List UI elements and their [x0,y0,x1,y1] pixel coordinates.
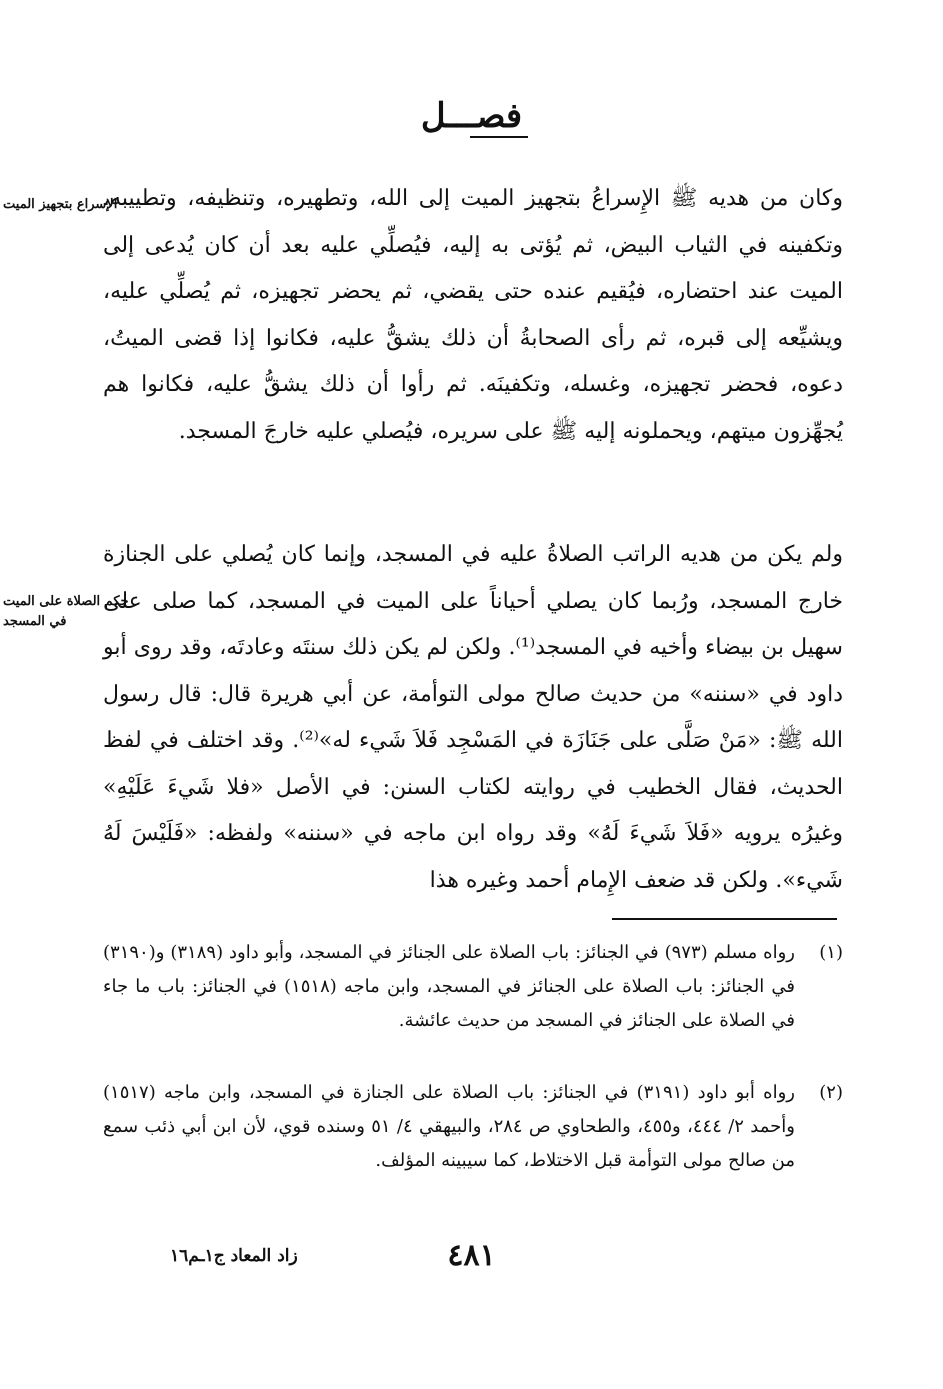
footnote-text: رواه مسلم (٩٧٣) في الجنائز: باب الصلاة على الجنائز في المسجد، وأبو داود (٣١٨٩) و(٣١٩٠) في الجنائز: باب الصلاة على الجنائز في المسجد، وابن ماجه (١٥١٨) في الجنائز: باب ما جاء في الصلاة على الجنائز في المسجد من حديث عائشة. [103,942,796,1031]
page-number: ٤٨١ [447,1238,496,1273]
footnote-2 [103,1076,843,1178]
footnote-number: (٢) [819,1082,843,1103]
footnote-number: (١) [819,942,843,963]
footnote-1 [103,936,843,1038]
running-footer: زاد المعاد ج١ـم١٦ [170,1246,298,1266]
title-underline [470,136,528,138]
footnote-text: رواه أبو داود (٣١٩١) في الجنائز: باب الصلاة على الجنازة في المسجد، وابن ماجه (١٥١٧) وأحمد ٢/ ٤٤٤، و٤٥٥، والطحاوي ص ٢٨٤، والبيهقي ٤/ ٥١ وسنده قوي، لأن ابن أبي ذئب سمع من صالح مولى التوأمة قبل الاختلاط، كما سيبينه المؤلف. [103,1082,795,1171]
margin-note-hasten-burial: الإسراع بتجهيز الميت [3,197,118,212]
paragraph-2: ولم يكن من هديه الراتب الصلاةُ عليه في المسجد، وإنما كان يُصلي على الجنازة خارج المسجد، ورُبما كان يصلي أحياناً على الميت في المسجد، كما صلى على سهيل بن بيضاء وأخيه في المسجد⁽¹⁾. ولكن لم يكن ذلك سنتَه وعادتَه، وقد روى أبو داود في «سننه» من حديث صالح مولى التوأمة، عن أبي هريرة قال: قال رسول الله ﷺ: «مَنْ صَلَّى على جَنَازَة في المَسْجِد فَلاَ شَيء له»⁽²⁾. وقد اختلف في لفظ الحديث، فقال الخطيب في روايته لكتاب السنن: في الأصل «فلا شَيءَ عَلَيْهِ» وغيرُه يرويه «فَلاَ شَيءَ لَهُ» وقد رواه ابن ماجه في «سننه» ولفظه: «فَلَيْسَ لَهُ شَيء». ولكن قد ضعف الإِمام أحمد وغيره هذا [103,542,843,893]
page-title: فصـــل [420,96,523,136]
paragraph-1: وكان من هديه ﷺ الإِسراعُ بتجهيز الميت إلى الله، وتطهيره، وتنظيفه، وتطييبه، وتكفينه في الثياب البيض، ثم يُؤتى به إليه، فيُصلِّي عليه بعد أن كان يُدعى إلى الميت عند احتضاره، فيُقيم عنده حتى يقضي، ثم يحضر تجهيزه، ثم يُصلِّي عليه، ويشيِّعه إلى قبره، ثم رأى الصحابةُ أن ذلك يشقُّ عليه، فكانوا إذا قضى الميتُ، دعوه، فحضر تجهيزه، وغسله، وتكفينَه. ثم رأوا أن ذلك يشقُّ عليه، فكانوا هم يُجهِّزون ميتهم، ويحملونه إليه ﷺ على سريره، فيُصلي عليه خارجَ المسجد. [103,186,843,444]
margin-note-prayer-in-mosque: حكم الصلاة على الميت في المسجد [3,594,129,629]
footnote-separator [612,918,837,920]
